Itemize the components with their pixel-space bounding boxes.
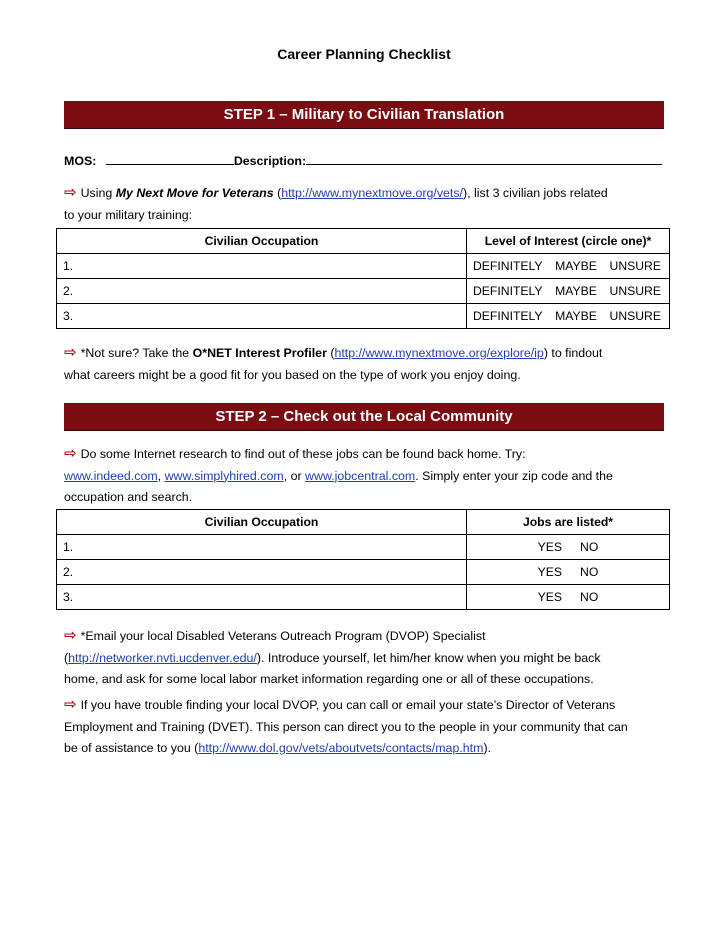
col-civilian-occupation: Civilian Occupation (57, 229, 467, 254)
jobcentral-link[interactable]: www.jobcentral.com (305, 468, 416, 483)
interest-profiler-note (64, 342, 674, 386)
dvet-text: ). (483, 741, 492, 755)
option-maybe[interactable]: MAYBE (555, 284, 597, 298)
mos-label: MOS: (64, 154, 97, 168)
table-row (57, 560, 670, 585)
row-number[interactable]: 2. (57, 560, 467, 585)
table-row (57, 304, 670, 329)
option-maybe[interactable]: MAYBE (555, 259, 597, 273)
tool-name: My Next Move for Veterans (115, 186, 274, 200)
table-row (57, 585, 670, 610)
row-number[interactable]: 2. (57, 279, 467, 304)
option-unsure[interactable]: UNSURE (609, 309, 661, 323)
col-jobs-are-listed: Jobs are listed* (467, 510, 670, 535)
yes-no-options (467, 560, 670, 585)
interest-options (467, 279, 670, 304)
option-no[interactable]: NO (580, 590, 599, 604)
intro-text: Do some Internet research to find out of these jobs can be found back home. Try: (80, 447, 526, 461)
simplyhired-link[interactable]: www.simplyhired.com (164, 468, 284, 483)
yes-no-options (467, 585, 670, 610)
jobs-listed-table (56, 509, 670, 610)
right-arrow-icon: ⇨ (64, 627, 77, 644)
row-number[interactable]: 3. (57, 304, 467, 329)
intro-text: , or (283, 468, 306, 483)
right-arrow-icon: ⇨ (64, 445, 77, 462)
dvop-text: home, and ask for some local labor market information regarding one or all of these occupations. (64, 672, 594, 686)
intro-text: occupation and search. (64, 490, 193, 504)
table-header-row (57, 229, 670, 254)
table-header-row (57, 510, 670, 535)
intro-text: to your military training: (64, 207, 193, 222)
intro-text: . Simply enter your zip code and the (415, 468, 613, 483)
right-arrow-icon: ⇨ (64, 696, 77, 713)
table-row (57, 254, 670, 279)
intro-text: Using (80, 186, 116, 200)
option-no[interactable]: NO (580, 565, 599, 579)
dvet-text: Employment and Training (DVET). This person can direct you to the people in your community that can (64, 719, 628, 734)
option-definitely[interactable]: DEFINITELY (473, 284, 543, 298)
dvet-text: If you have trouble finding your local DVOP, you can call or email your state’s Director of Veterans (80, 698, 616, 712)
mos-fill-line[interactable] (106, 153, 234, 165)
option-yes[interactable]: YES (537, 590, 563, 604)
step2-header-bar: STEP 2 – Check out the Local Community (64, 403, 664, 431)
mos-description-line (64, 153, 662, 168)
interest-options (467, 254, 670, 279)
col-level-of-interest: Level of Interest (circle one)* (467, 229, 670, 254)
step1-header-bar: STEP 1 – Military to Civilian Translation (64, 101, 664, 129)
dvop-text: *Email your local Disabled Veterans Outreach Program (DVOP) Specialist (80, 629, 486, 643)
dvop-text: ). Introduce yourself, let him/her know when you might be back (256, 650, 601, 665)
table-row (57, 535, 670, 560)
dvop-paragraph (64, 625, 674, 691)
mynextmove-vets-link[interactable]: http://www.mynextmove.org/vets/ (281, 186, 463, 200)
note-text: what careers might be a good fit for you based on the type of work you enjoy doing. (64, 367, 521, 382)
step1-intro (64, 182, 674, 226)
interest-table (56, 228, 670, 329)
dvet-text: be of assistance to you ( (64, 741, 199, 755)
note-text: ( (326, 346, 335, 360)
dvop-networker-link[interactable]: http://networker.nvti.ucdenver.edu/ (68, 650, 257, 665)
right-arrow-icon: ⇨ (64, 184, 77, 201)
dvet-paragraph (64, 694, 674, 760)
onet-profiler-link[interactable]: http://www.mynextmove.org/explore/ip (334, 346, 544, 360)
intro-text: , (157, 468, 165, 483)
option-unsure[interactable]: UNSURE (609, 259, 661, 273)
dvop-text: ( (64, 650, 69, 665)
option-unsure[interactable]: UNSURE (609, 284, 661, 298)
note-text: ) to findout (543, 346, 603, 360)
yes-no-options (467, 535, 670, 560)
intro-text: ), list 3 civilian jobs related (463, 186, 608, 200)
option-yes[interactable]: YES (537, 540, 563, 554)
col-civilian-occupation: Civilian Occupation (57, 510, 467, 535)
option-definitely[interactable]: DEFINITELY (473, 309, 543, 323)
page-title: Career Planning Checklist (277, 46, 451, 62)
right-arrow-icon: ⇨ (64, 344, 77, 361)
table-row (57, 279, 670, 304)
option-yes[interactable]: YES (537, 565, 563, 579)
row-number[interactable]: 1. (57, 254, 467, 279)
note-text: *Not sure? Take the (80, 346, 193, 360)
onet-profiler-name: O*NET Interest Profiler (192, 346, 327, 360)
row-number[interactable]: 1. (57, 535, 467, 560)
option-maybe[interactable]: MAYBE (555, 309, 597, 323)
interest-options (467, 304, 670, 329)
description-label: Description: (233, 154, 307, 168)
description-fill-line[interactable] (306, 153, 662, 165)
intro-text: ( (273, 186, 282, 200)
option-no[interactable]: NO (580, 540, 599, 554)
step2-intro (64, 443, 674, 509)
option-definitely[interactable]: DEFINITELY (473, 259, 543, 273)
row-number[interactable]: 3. (57, 585, 467, 610)
indeed-link[interactable]: www.indeed.com (64, 468, 158, 483)
dol-contacts-map-link[interactable]: http://www.dol.gov/vets/aboutvets/contacts/map.htm (198, 741, 484, 755)
